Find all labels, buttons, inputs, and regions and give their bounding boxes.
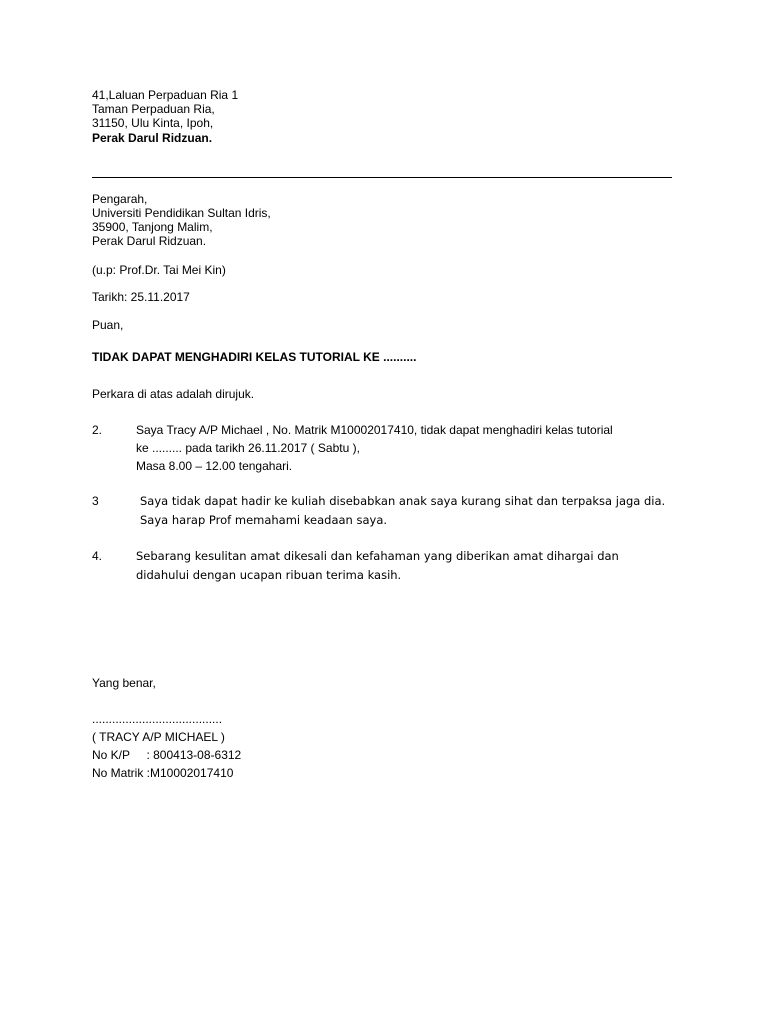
paragraph-line: Sebarang kesulitan amat dikesali dan kefahaman yang diberikan amat dihargai dan <box>136 549 619 563</box>
letter-date: Tarikh: 25.11.2017 <box>92 290 190 304</box>
sender-address-line-1: 41,Laluan Perpaduan Ria 1 <box>92 88 239 102</box>
paragraph-line: Saya tidak dapat hadir ke kuliah disebabkan anak saya kurang sihat dan terpaksa jaga dia. <box>140 494 666 508</box>
header-divider <box>92 177 672 178</box>
paragraph-line: Saya Tracy A/P Michael , No. Matrik M10002017410, tidak dapat menghadiri kelas tutorial <box>136 423 613 437</box>
paragraph-number: 3 <box>92 494 99 508</box>
salutation: Puan, <box>92 318 124 332</box>
paragraph-number: 4. <box>92 549 103 563</box>
matric-number: No Matrik :M10002017410 <box>92 766 234 780</box>
attention-line: (u.p: Prof.Dr. Tai Mei Kin) <box>92 263 226 277</box>
sender-address-line-4: Perak Darul Ridzuan. <box>92 131 213 145</box>
paragraph-line: Saya harap Prof memahami keadaan saya. <box>140 513 388 527</box>
signer-name: ( TRACY A/P MICHAEL ) <box>92 730 225 744</box>
recipient-address-line-3: 35900, Tanjong Malim, <box>92 220 213 234</box>
paragraph-line: ke ......... pada tarikh 26.11.2017 ( Sabtu ), <box>136 441 360 455</box>
recipient-address-line-4: Perak Darul Ridzuan. <box>92 234 207 248</box>
signature-line: ....................................... <box>92 712 223 726</box>
paragraph-line: didahului dengan ucapan ribuan terima kasih. <box>136 568 402 582</box>
recipient-address-line-2: Universiti Pendidikan Sultan Idris, <box>92 206 271 220</box>
ic-number: No K/P : 800413-08-6312 <box>92 748 242 762</box>
intro-sentence: Perkara di atas adalah dirujuk. <box>92 387 255 401</box>
paragraph-number: 2. <box>92 423 103 437</box>
sender-address-line-2: Taman Perpaduan Ria, <box>92 102 215 116</box>
closing: Yang benar, <box>92 676 156 690</box>
paragraph-line: Masa 8.00 – 12.00 tengahari. <box>136 459 293 473</box>
sender-address-line-3: 31150, Ulu Kinta, Ipoh, <box>92 116 214 130</box>
recipient-address-line-1: Pengarah, <box>92 192 148 206</box>
letter-subject: TIDAK DAPAT MENGHADIRI KELAS TUTORIAL KE .......... <box>92 350 417 364</box>
